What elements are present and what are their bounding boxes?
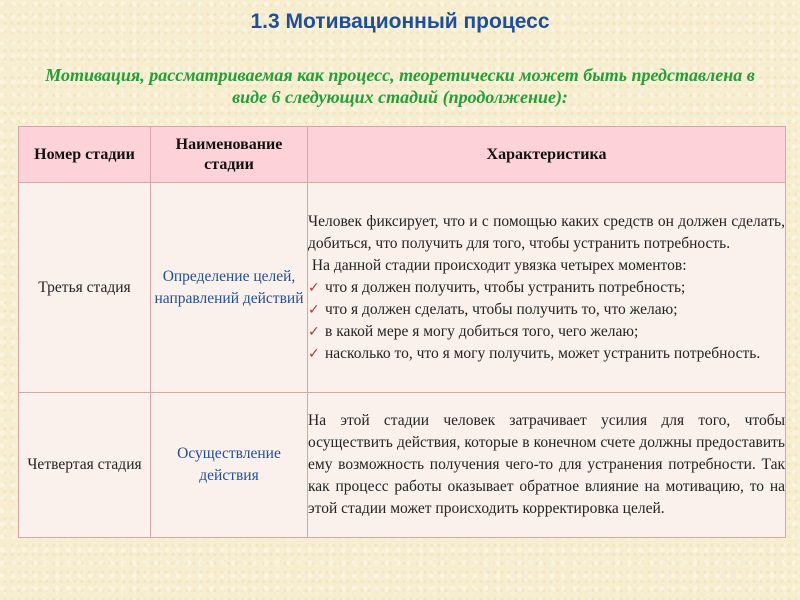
checkmark-icon: ✓ [308, 323, 320, 340]
list-item [308, 277, 785, 299]
table-header-row [19, 127, 786, 183]
characteristic-cell [308, 183, 786, 393]
stage-number-cell: Третья стадия [19, 183, 151, 393]
checkmark-icon: ✓ [308, 301, 320, 318]
slide-subtitle: Мотивация, рассматриваемая как процесс, теоретически может быть представлена в виде 6 следующих стадий (продолжение): [45, 65, 755, 107]
characteristic-paragraph: На данной стадии происходит увязка четырех моментов: [308, 256, 687, 274]
list-item-text: что я должен сделать, чтобы получить то, что желаю; [325, 300, 678, 318]
checkmark-icon: ✓ [308, 279, 320, 296]
checklist [308, 277, 785, 365]
slide-title: 1.3 Мотивационный процесс [250, 10, 550, 33]
checkmark-icon: ✓ [308, 345, 320, 362]
list-item [308, 321, 785, 343]
header-characteristic: Характеристика [308, 127, 786, 183]
stage-name-cell: Определение целей, направлений действий [151, 183, 308, 393]
list-item-text: в какой мере я могу добиться того, чего желаю; [325, 322, 639, 340]
header-stage-number: Номер стадии [19, 127, 151, 183]
stages-table [18, 126, 786, 538]
list-item [308, 343, 785, 365]
stage-name-cell: Осуществление действия [151, 393, 308, 538]
list-item-text: что я должен получить, чтобы устранить потребность; [325, 278, 686, 296]
table-row [19, 183, 786, 393]
header-stage-name: Наименование стадии [151, 127, 308, 183]
characteristic-paragraph: На этой стадии человек затрачивает усилия для того, чтобы осуществить действия, которые в конечном счете должны предоставить ему возможность получения чего-то для устранения потребности. Так как процесс работы оказывает обратное влияние на мотивацию, то на этой стадии может происходить корректировка целей. [308, 412, 785, 517]
stage-number-cell: Четвертая стадия [19, 393, 151, 538]
characteristic-paragraph: Человек фиксирует, что и с помощью каких средств он должен сделать, добиться, что получить для того, чтобы устранить потребность. [308, 212, 785, 252]
characteristic-cell [308, 393, 786, 538]
table-row [19, 393, 786, 538]
list-item-text: насколько то, что я могу получить, может устранить потребность. [325, 344, 761, 362]
list-item [308, 299, 785, 321]
table-header [19, 127, 786, 183]
